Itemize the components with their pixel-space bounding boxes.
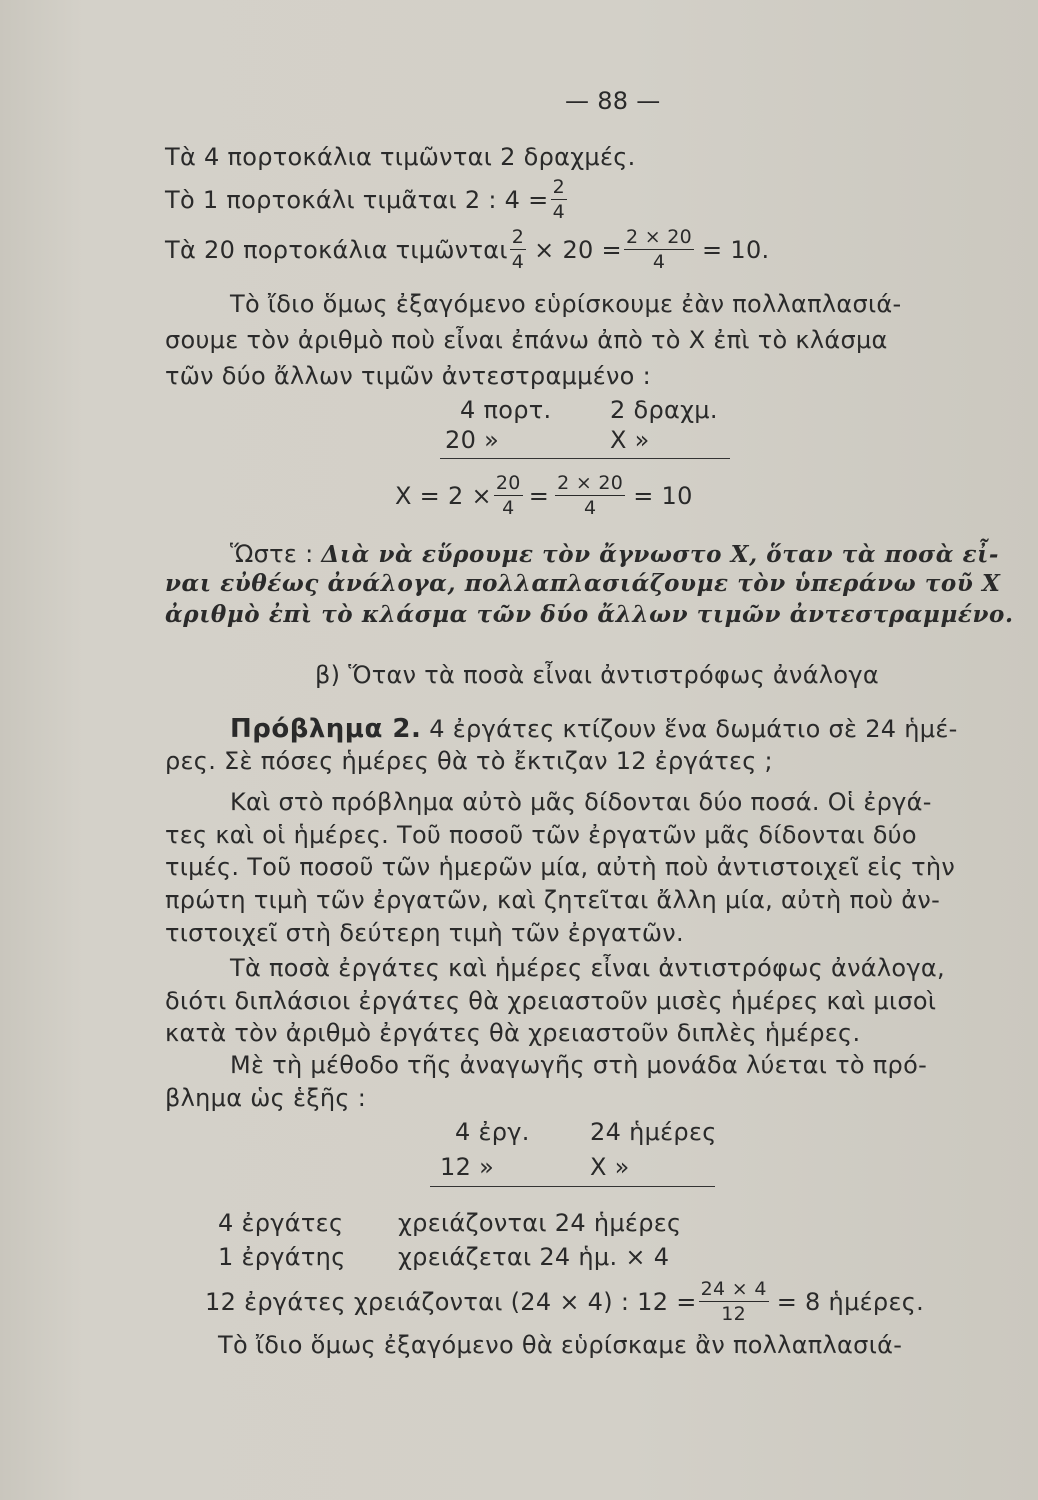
equation-text: 12 ἐργάτες χρειάζονται (24 × 4) : 12 = bbox=[205, 1288, 697, 1316]
text-line: κατὰ τὸν ἀριθμὸ ἐργάτες θὰ χρειαστοῦν διπλὲς ἡμέρες. bbox=[165, 1019, 861, 1047]
table-cell: X » bbox=[610, 426, 650, 454]
text-line: τιμές. Τοῦ ποσοῦ τῶν ἡμερῶν μία, αὐτὴ ποὺ ἀντιστοιχεῖ εἰς τὴν bbox=[165, 853, 956, 881]
numerator: 24 × 4 bbox=[700, 1278, 767, 1300]
fraction bbox=[494, 474, 523, 518]
denominator: 4 bbox=[552, 201, 565, 223]
fraction bbox=[551, 178, 567, 222]
denominator: 4 bbox=[502, 497, 515, 519]
text-line: σουμε τὸν ἀριθμὸ ποὺ εἶναι ἐπάνω ἀπὸ τὸ X ἐπὶ τὸ κλάσμα bbox=[165, 326, 888, 354]
equation-text: = bbox=[528, 482, 550, 510]
text-line: Τὸ ἴδιο ὅμως ἐξαγόμενο εὑρίσκουμε ἐὰν πολλαπλασιά- bbox=[230, 290, 902, 318]
table-cell: 4 ἐργ. bbox=[455, 1118, 530, 1146]
table-cell: 20 » bbox=[445, 426, 500, 454]
equation-text: Τὰ 20 πορτοκάλια τιμῶνται bbox=[165, 236, 508, 264]
problem-heading: Πρόβλημα 2. bbox=[230, 714, 422, 744]
text-line: Τὰ ποσὰ ἐργάτες καὶ ἡμέρες εἶναι ἀντιστρόφως ἀνάλογα, bbox=[230, 954, 945, 982]
problem-line bbox=[230, 714, 958, 744]
table-rule bbox=[440, 458, 730, 459]
text-line: τῶν δύο ἄλλων τιμῶν ἀντεστραμμένο : bbox=[165, 362, 651, 390]
table-cell: 1 ἐργάτης bbox=[218, 1243, 346, 1271]
fraction bbox=[555, 474, 625, 518]
numerator: 2 × 20 bbox=[557, 472, 624, 494]
table-cell: 2 δραχμ. bbox=[610, 396, 718, 424]
fraction bbox=[699, 1280, 769, 1324]
table-cell: 12 » bbox=[440, 1153, 495, 1181]
text-line: Τὰ 4 πορτοκάλια τιμῶνται 2 δραχμές. bbox=[165, 143, 636, 171]
numerator: 2 bbox=[511, 226, 525, 248]
table-cell: 24 ἡμέρες bbox=[590, 1118, 717, 1146]
table-cell: χρειάζονται 24 ἡμέρες bbox=[398, 1209, 682, 1237]
denominator: 4 bbox=[583, 497, 597, 519]
text-line: βλημα ὡς ἑξῆς : bbox=[165, 1084, 367, 1112]
table-cell: 4 ἐργάτες bbox=[218, 1209, 344, 1237]
fraction bbox=[624, 228, 694, 272]
table-cell: 4 πορτ. bbox=[460, 396, 552, 424]
rule-statement bbox=[230, 539, 999, 570]
rule-text: ἀριθμὸ ἐπὶ τὸ κλάσμα τῶν δύο ἄλλων τιμῶν ἀντεστραμμένο. bbox=[165, 601, 1014, 628]
page-number: — 88 — bbox=[565, 87, 661, 115]
problem-text: 4 ἐργάτες κτίζουν ἕνα δωμάτιο σὲ 24 ἡμέ- bbox=[429, 715, 958, 743]
numerator: 20 bbox=[495, 472, 521, 494]
equation-line bbox=[395, 474, 693, 518]
equation-text: = 10 bbox=[633, 482, 693, 510]
equation-text: × 20 = bbox=[534, 236, 622, 264]
text-line: τες καὶ οἱ ἡμέρες. Τοῦ ποσοῦ τῶν ἐργατῶν μᾶς δίδονται δύο bbox=[165, 821, 917, 849]
rule-label: Ὥστε : bbox=[230, 540, 314, 568]
numerator: 2 × 20 bbox=[625, 226, 693, 248]
text-line: Τὸ ἴδιο ὅμως ἐξαγόμενο θὰ εὑρίσκαμε ἂν πολλαπλασιά- bbox=[218, 1331, 903, 1359]
equation-line bbox=[165, 178, 569, 222]
equation-text: X = 2 × bbox=[395, 482, 492, 510]
equation-text: = 8 ἡμέρες. bbox=[776, 1288, 925, 1316]
table-rule bbox=[430, 1186, 715, 1187]
text-line: πρώτη τιμὴ τῶν ἐργατῶν, καὶ ζητεῖται ἄλλη μία, αὐτὴ ποὺ ἀν- bbox=[165, 886, 941, 914]
rule-text: ναι εὐθέως ἀνάλογα, πολλαπλασιάζουμε τὸν ὑπεράνω τοῦ X bbox=[165, 570, 1001, 597]
text-line: Καὶ στὸ πρόβλημα αὐτὸ μᾶς δίδονται δύο ποσά. Οἱ ἐργά- bbox=[230, 788, 932, 816]
denominator: 4 bbox=[511, 251, 525, 273]
rule-text: Διὰ νὰ εὕρουμε τὸν ἄγνωστο X, ὅταν τὰ ποσὰ εἶ- bbox=[321, 541, 1000, 568]
equation-line bbox=[205, 1280, 924, 1324]
text-line: Μὲ τὴ μέθοδο τῆς ἀναγωγῆς στὴ μονάδα λύεται τὸ πρό- bbox=[230, 1051, 928, 1079]
table-cell: X » bbox=[590, 1153, 630, 1181]
text-line: διότι διπλάσιοι ἐργάτες θὰ χρειαστοῦν μισὲς ἡμέρες καὶ μισοὶ bbox=[165, 987, 937, 1015]
fraction bbox=[510, 228, 526, 272]
numerator: 2 bbox=[552, 176, 565, 198]
equation-text: = 10. bbox=[702, 236, 770, 264]
text-line: τιστοιχεῖ στὴ δεύτερη τιμὴ τῶν ἐργατῶν. bbox=[165, 919, 684, 947]
denominator: 4 bbox=[652, 251, 666, 273]
table-cell: χρειάζεται 24 ἡμ. × 4 bbox=[398, 1243, 670, 1271]
section-title: β) Ὅταν τὰ ποσὰ εἶναι ἀντιστρόφως ἀνάλογα bbox=[315, 661, 879, 689]
equation-line bbox=[165, 228, 769, 272]
problem-text: ρες. Σὲ πόσες ἡμέρες θὰ τὸ ἔκτιζαν 12 ἐργάτες ; bbox=[165, 747, 773, 775]
equation-text: Τὸ 1 πορτοκάλι τιμᾶται 2 : 4 = bbox=[165, 186, 549, 214]
denominator: 12 bbox=[721, 1303, 747, 1325]
